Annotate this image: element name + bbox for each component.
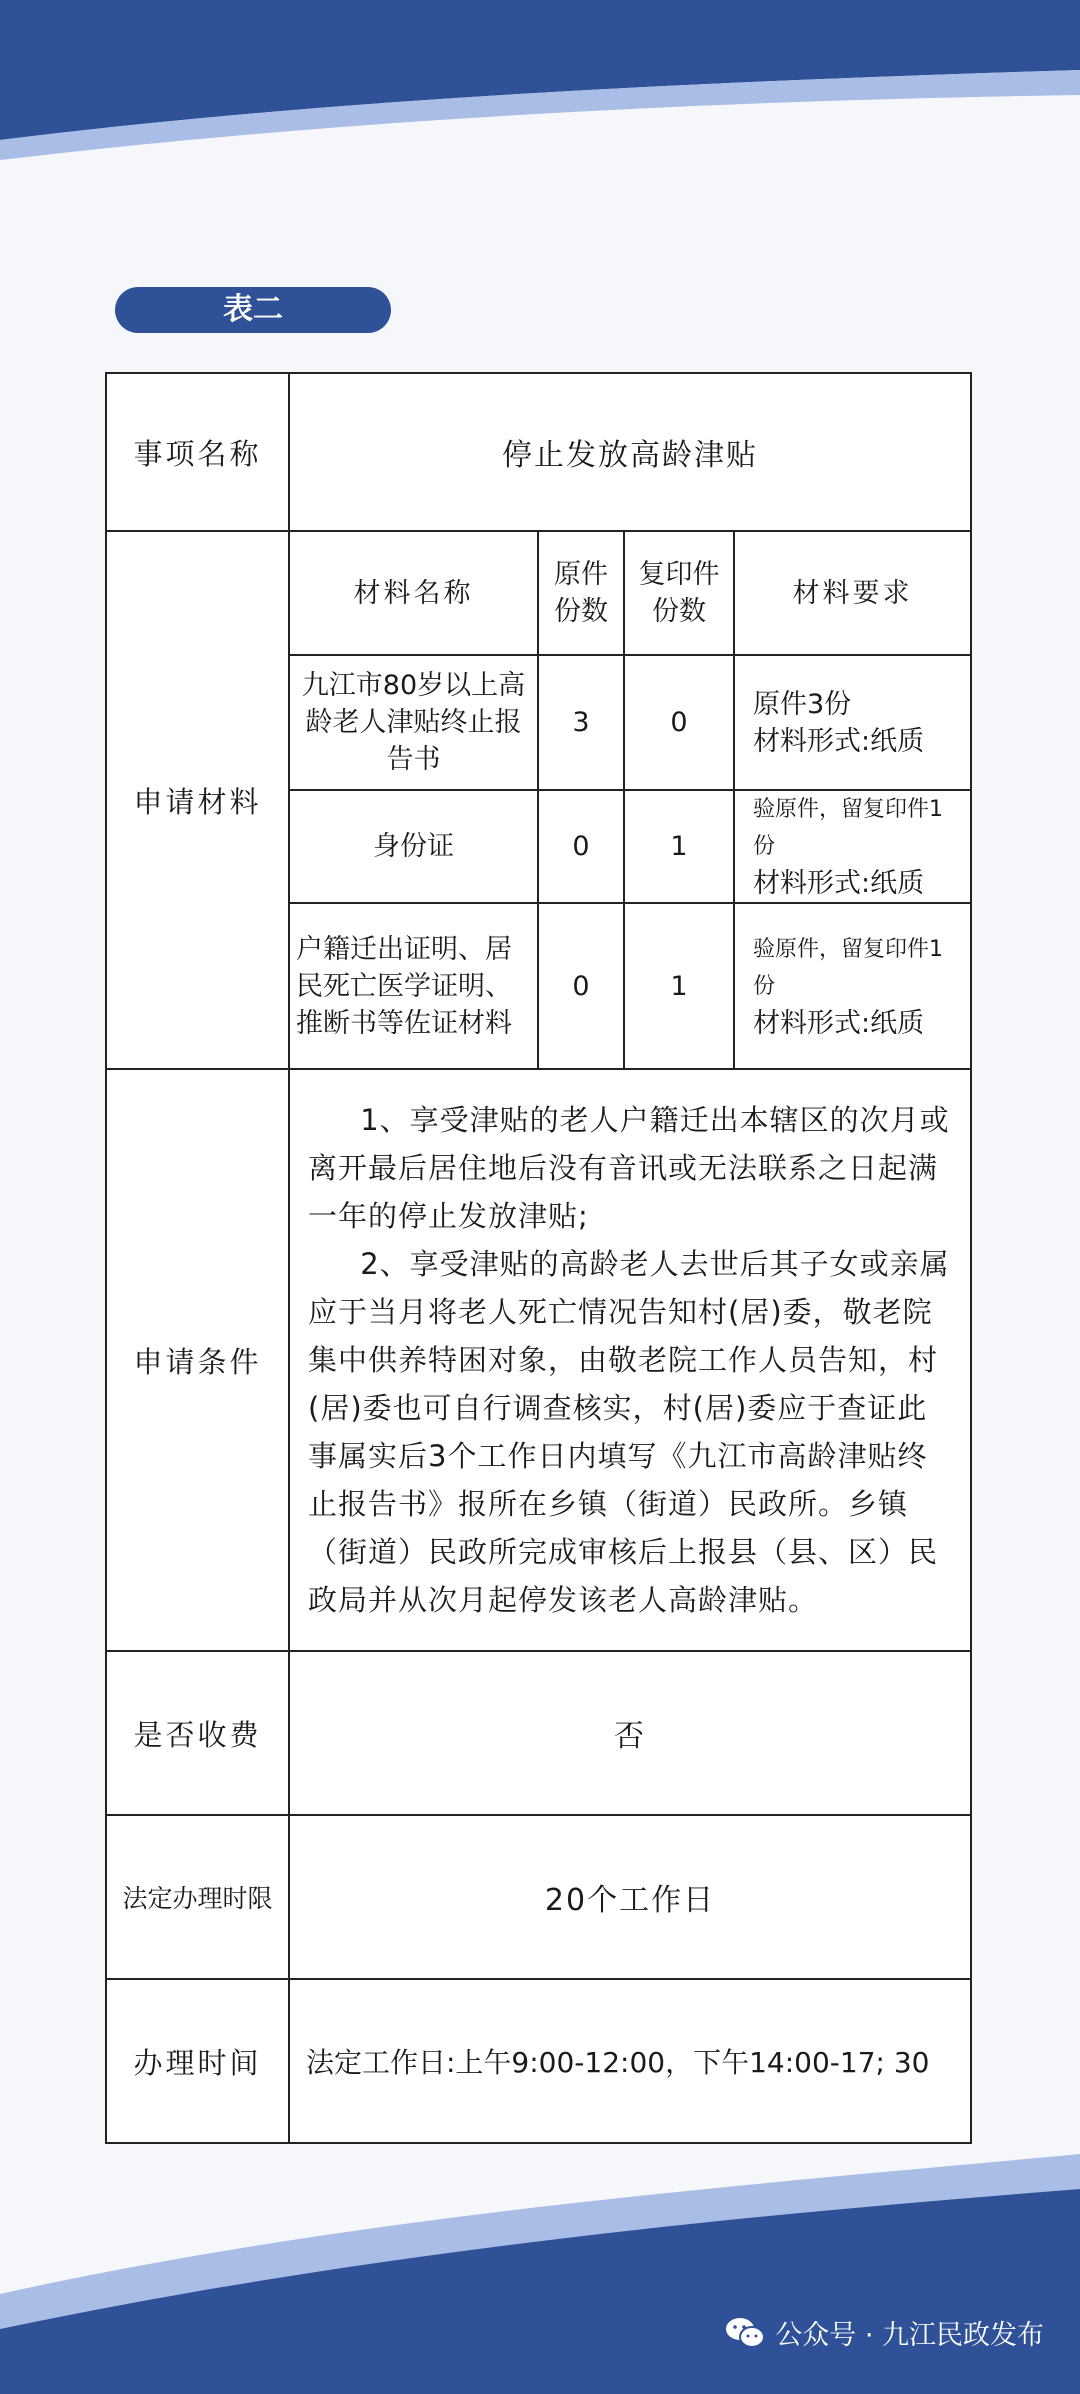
- material-original-count: 3: [538, 655, 624, 790]
- bottom-wave-decoration: [0, 2154, 1080, 2394]
- materials-subtable: [290, 532, 970, 1068]
- requirement-form: 材料形式:纸质: [753, 725, 925, 757]
- materials-subtable-cell: [289, 531, 971, 1069]
- material-requirement: [734, 790, 970, 903]
- materials-header-row: [290, 532, 970, 655]
- section-title-badge: 表二: [115, 287, 391, 333]
- materials-label: 申请材料: [106, 531, 289, 1069]
- material-copy-count: 0: [624, 655, 734, 790]
- row-item-name: [106, 373, 971, 531]
- material-original-count: 0: [538, 903, 624, 1068]
- row-hours: [106, 1979, 971, 2143]
- requirement-line: 验原件，留复印件1份: [753, 797, 943, 859]
- row-fee: [106, 1651, 971, 1815]
- material-name: 户籍迁出证明、居民死亡医学证明、推断书等佐证材料: [290, 903, 538, 1068]
- header-copy-count: 复印件份数: [624, 532, 734, 655]
- header-material-name: 材料名称: [353, 577, 474, 609]
- condition-paragraph: 1、享受津贴的老人户籍迁出本辖区的次月或离开最后居住地后没有音讯或无法联系之日起满一年的停止发放津贴;: [308, 1103, 950, 1233]
- material-name: 九江市80岁以上高龄老人津贴终止报告书: [290, 655, 538, 790]
- fee-label: 是否收费: [106, 1651, 289, 1815]
- hours-value: 法定工作日:上午9:00-12:00，下午14:00-17; 30: [289, 1979, 971, 2143]
- material-row: [290, 655, 970, 790]
- conditions-label: 申请条件: [106, 1069, 289, 1651]
- requirement-line: 验原件，留复印件1份: [753, 936, 943, 999]
- watermark-text: 公众号 · 九江民政发布: [775, 2320, 1044, 2351]
- item-name-label: 事项名称: [106, 373, 289, 531]
- time-limit-value: 20个工作日: [289, 1815, 971, 1979]
- fee-value: 否: [289, 1651, 971, 1815]
- material-requirement: [734, 655, 970, 790]
- row-time-limit: [106, 1815, 971, 1979]
- wechat-watermark: [725, 2313, 1044, 2352]
- hours-label: 办理时间: [106, 1979, 289, 2143]
- row-materials: [106, 531, 971, 1069]
- requirement-form: 材料形式:纸质: [753, 868, 925, 899]
- wechat-icon: [725, 2316, 765, 2350]
- material-requirement: [734, 903, 970, 1068]
- conditions-text: [289, 1069, 971, 1651]
- service-info-table: [105, 372, 972, 2144]
- top-wave-decoration: [0, 0, 1080, 170]
- requirement-line: 原件3份: [753, 688, 852, 720]
- material-original-count: 0: [538, 790, 624, 903]
- time-limit-label: 法定办理时限: [106, 1815, 289, 1979]
- header-original-count: 原件份数: [538, 532, 624, 655]
- header-requirement: 材料要求: [734, 532, 970, 655]
- material-copy-count: 1: [624, 903, 734, 1068]
- condition-paragraph: 2、享受津贴的高龄老人去世后其子女或亲属应于当月将老人死亡情况告知村(居)委，敬老院集中供养特困对象，由敬老院工作人员告知，村(居)委也可自行调查核实，村(居)委应于查证此事属实后3个工作日内填写《九江市高龄津贴终止报告书》报所在乡镇（街道）民政所。乡镇（街道）民政所完成审核后上报县（县、区）民政局并从次月起停发该老人高龄津贴。: [308, 1247, 950, 1617]
- requirement-form: 材料形式:纸质: [753, 1007, 925, 1039]
- item-name-value: 停止发放高龄津贴: [289, 373, 971, 531]
- row-conditions: [106, 1069, 971, 1651]
- material-row: [290, 903, 970, 1068]
- material-copy-count: 1: [624, 790, 734, 903]
- material-row: [290, 790, 970, 903]
- material-name: 身份证: [290, 790, 538, 903]
